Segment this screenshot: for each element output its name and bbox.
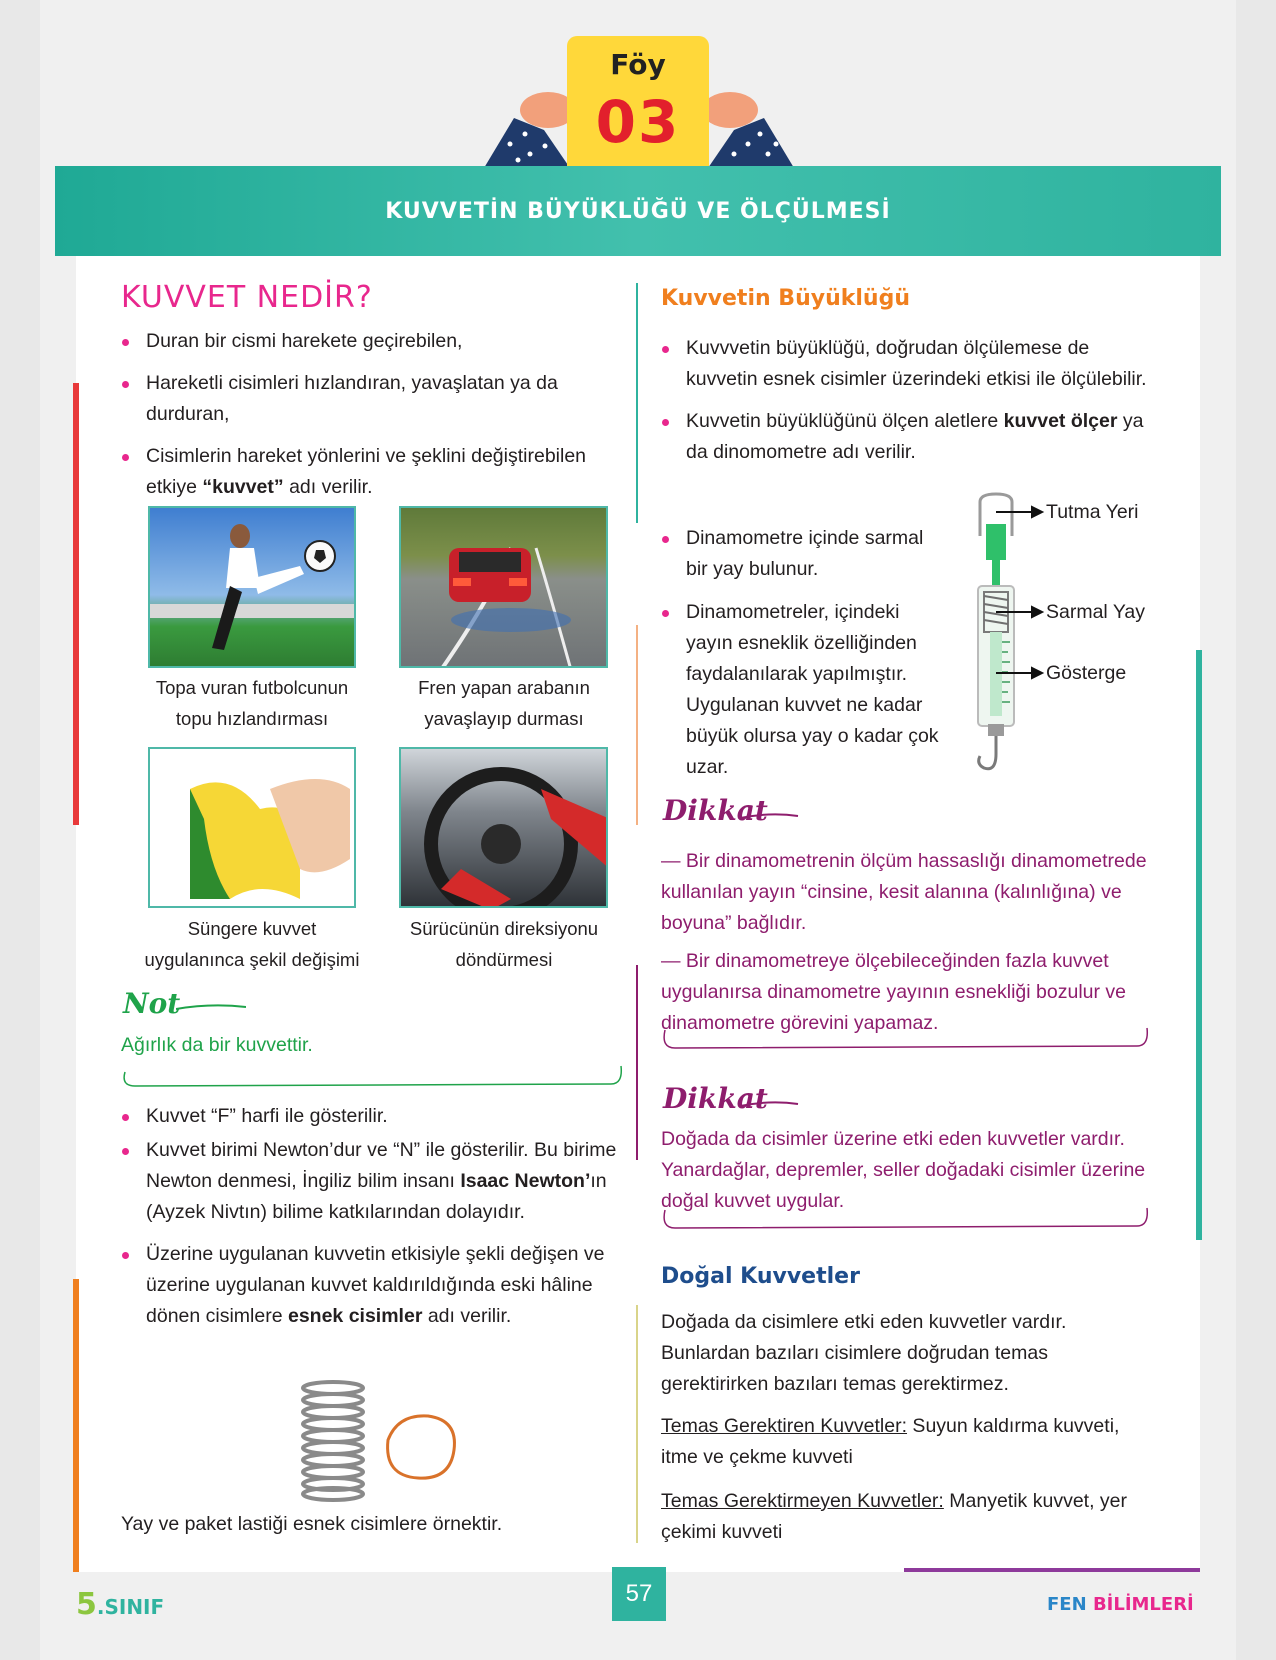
list-item	[118, 441, 618, 503]
subject-word-1: FEN	[1047, 1594, 1093, 1615]
attention-precision-text: — Bir dinamometrenin ölçüm hassaslığı dinamometrede kullanılan yayın “cinsine, kesit alanına (kalınlığına) ve boyuna” bağlıdır.	[661, 850, 1147, 934]
column-divider	[636, 283, 638, 523]
keyword-force-meter: kuvvet ölçer	[1003, 410, 1118, 432]
list-item	[118, 1135, 618, 1228]
dynamometer-label-indicator: Gösterge	[1046, 662, 1127, 684]
column-divider	[636, 625, 638, 825]
list-item: Kuvvet “F” harfi ile gösterilir.	[118, 1101, 618, 1132]
magnitude-list	[658, 333, 1158, 479]
rubber-band-image	[378, 1410, 462, 1484]
page-title: KUVVETİN BÜYÜKLÜĞÜ VE ÖLÇÜLMESİ	[385, 198, 891, 224]
force-properties-list	[118, 1101, 618, 1343]
noncontact-forces-label: Temas Gerektirmeyen Kuvvetler:	[661, 1490, 944, 1512]
list-item-text: etkiye	[146, 476, 203, 498]
list-item: Kuvvvetin büyüklüğü, doğrudan ölçülemese de kuvvetin esnek cisimler üzerindeki etkisi ile ölçülebilir.	[658, 333, 1158, 395]
footer-rule	[904, 1568, 1200, 1572]
noncontact-forces-text	[661, 1486, 1156, 1548]
worksheet-number-card	[567, 36, 709, 171]
spring-image	[298, 1380, 368, 1502]
dynamometer-label-spring: Sarmal Yay	[1046, 601, 1145, 623]
bg-block	[0, 0, 40, 1660]
list-item-text: adı verilir.	[422, 1305, 512, 1327]
contact-forces-text	[661, 1411, 1156, 1473]
attention-natural-forces-text: Doğada da cisimler üzerine etki eden kuvvetler vardır. Yanardağlar, depremler, seller doğadaki cisimler üzerine doğal kuvvet uygular.	[661, 1128, 1146, 1212]
dynamometer-list	[658, 523, 950, 794]
worksheet-label: Föy	[610, 48, 666, 81]
list-item: Dinamometreler, içindeki yayın esneklik özelliğinden faydalanılarak yapılmıştır. Uygulanan kuvvet ne kadar büyük olursa yay o kadar çok uzar.	[658, 597, 950, 783]
football-player-illustration	[150, 508, 356, 668]
list-item: Duran bir cismi harekete geçirebilen,	[118, 326, 618, 357]
braking-car-illustration	[401, 508, 608, 668]
attention-underline	[740, 1100, 800, 1110]
photo-caption: Sürücünün direksiyonu döndürmesi	[409, 918, 599, 970]
list-item: Hareketli cisimleri hızlandıran, yavaşlatan ya da durduran,	[118, 368, 618, 430]
attention-bracket	[661, 1206, 1151, 1236]
subject-word-2: BİLİMLERİ	[1092, 1594, 1194, 1615]
keyword-isaac-newton: Isaac Newton’	[460, 1170, 591, 1192]
list-item-text: Cisimlerin hareket yönlerini ve şeklini değiştirebilen	[146, 445, 587, 467]
bg-block	[1236, 0, 1276, 1660]
note-label: Not	[123, 987, 181, 1020]
attention-bracket	[661, 1026, 1151, 1056]
title-banner	[55, 166, 1221, 256]
steering-wheel-photo	[399, 747, 608, 908]
braking-car-photo	[399, 506, 608, 668]
list-item	[658, 406, 1158, 468]
list-item-text: adı verilir.	[283, 476, 373, 498]
page-number: 57	[612, 1567, 666, 1621]
left-accent-bar	[73, 1279, 79, 1572]
noncontact-forces-list: Manyetik kuvvet, yer çekimi kuvveti	[661, 1490, 1128, 1543]
note-underline	[176, 1003, 246, 1013]
keyword-elastic-objects: esnek cisimler	[287, 1305, 423, 1327]
attention-underline	[740, 812, 800, 822]
note-bracket	[121, 1062, 624, 1092]
column-divider	[636, 965, 638, 1160]
attention-label: Dikkat	[663, 794, 768, 827]
natural-forces-text: Doğada da cisimlere etki eden kuvvetler vardır. Bunlardan bazıları cisimlere doğrudan temas gerektirirken bazıları temas gerektirmez.	[661, 1311, 1067, 1395]
photo-caption: Fren yapan arabanın yavaşlayıp durması	[418, 677, 590, 729]
worksheet-number: 03	[595, 88, 681, 156]
list-item: Dinamometre içinde sarmal bir yay bulunur.	[658, 523, 950, 585]
right-accent-bar	[1196, 650, 1202, 1240]
sponge-illustration	[150, 749, 356, 908]
list-item	[118, 1239, 618, 1332]
left-accent-bar	[73, 383, 79, 825]
subject-label	[1047, 1594, 1194, 1615]
section-heading-magnitude: Kuvvetin Büyüklüğü	[661, 286, 910, 311]
football-player-photo	[148, 506, 356, 668]
section-heading-what-is-force: KUVVET NEDİR?	[121, 280, 373, 315]
grade-label	[76, 1587, 164, 1622]
dynamometer-arrows	[996, 504, 1046, 684]
steering-wheel-illustration	[401, 749, 608, 908]
list-item-text: Kuvvetin büyüklüğünü ölçen aletlere	[686, 410, 1004, 432]
attention-label: Dikkat	[663, 1082, 768, 1115]
contact-forces-list: Suyun kaldırma kuvveti, itme ve çekme kuvveti	[661, 1415, 1120, 1468]
section-heading-natural-forces: Doğal Kuvvetler	[661, 1264, 860, 1289]
photo-caption: Süngere kuvvet uygulanınca şekil değişimi	[144, 918, 360, 970]
force-definition-list	[118, 326, 618, 514]
list-item-text: Kuvvet birimi Newton’dur ve “N” ile gösterilir. Bu birime Newton denmesi, İngiliz bilim insanı	[146, 1139, 617, 1192]
contact-forces-label: Temas Gerektiren Kuvvetler:	[661, 1415, 908, 1437]
list-item-text: ya da dinomometre adı verilir.	[686, 410, 1144, 463]
grade-text: .SINIF	[96, 1595, 165, 1619]
list-item-text: ın (Ayzek Nivtın) bilime katkılarından dolayıdır.	[146, 1170, 607, 1223]
column-divider	[636, 1305, 638, 1543]
elastic-examples-caption: Yay ve paket lastiği esnek cisimlere örnektir.	[121, 1513, 503, 1535]
dynamometer-label-handle: Tutma Yeri	[1046, 501, 1139, 523]
photo-caption: Topa vuran futbolcunun topu hızlandırması	[155, 677, 349, 729]
list-item-text: Üzerine uygulanan kuvvetin etkisiyle şekli değişen ve üzerine uygulanan kuvvet kaldırıldığında eski hâline dönen cisimlere	[146, 1243, 605, 1327]
sponge-photo	[148, 747, 356, 908]
note-text: Ağırlık da bir kuvvettir.	[121, 1034, 313, 1056]
attention-overload-text: — Bir dinamometreye ölçebileceğinden fazla kuvvet uygulanırsa dinamometre yayının esnekliği bozulur ve dinamometre görevini yapamaz.	[661, 950, 1127, 1034]
grade-number: 5	[76, 1587, 97, 1622]
keyword-force: “kuvvet”	[202, 476, 284, 498]
